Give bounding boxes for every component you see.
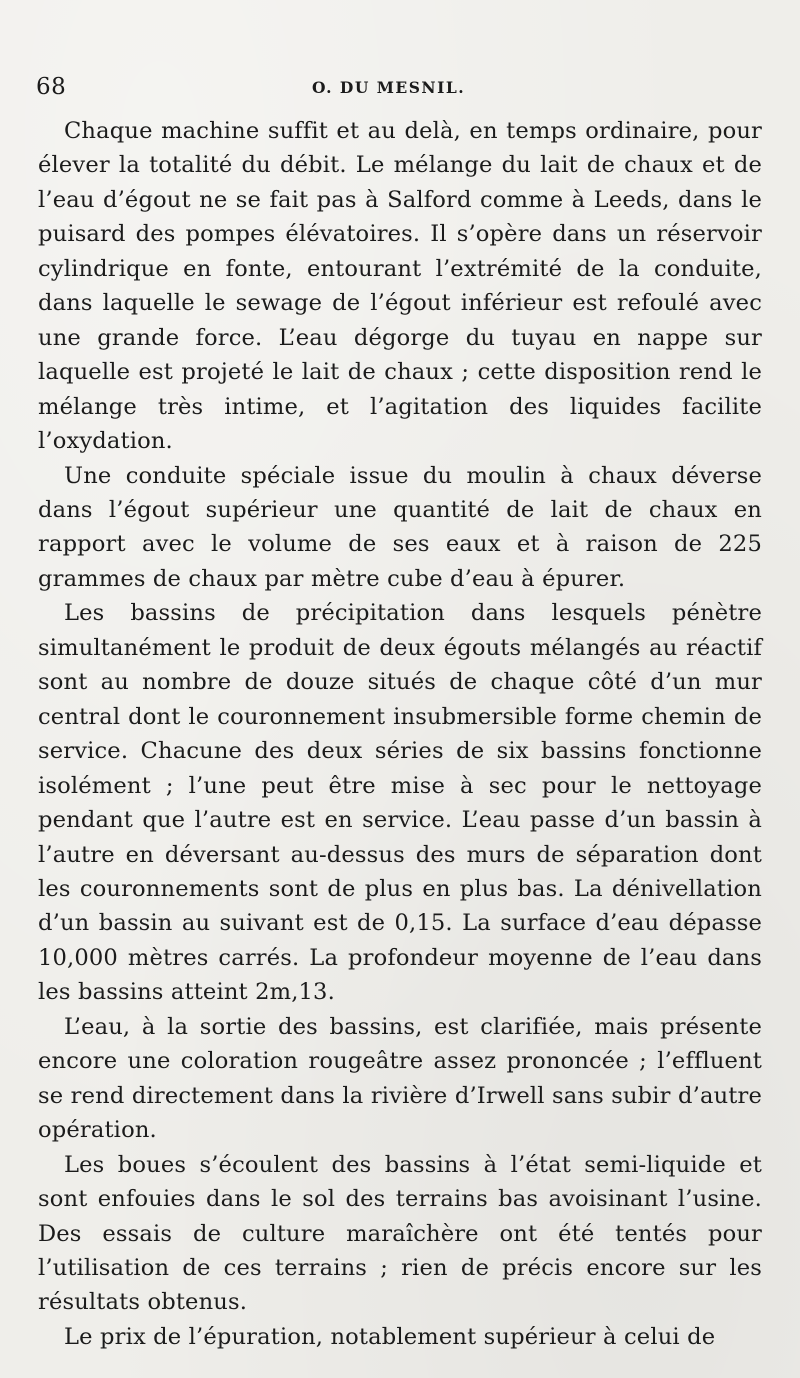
paragraph: Les bassins de précipitation dans lesquels pénètre simultanément le produit de deux égouts mélangés au réactif sont au nombre de douze situés de chaque côté d’un mur central dont le couronnement insubmersible forme chemin de service. Chacune des deux séries de six bassins fonctionne isolément ; l’une peut être mise à sec pour le nettoyage pendant que l’autre est en service. L’eau passe d’un bassin à l’autre en déversant au-dessus des murs de séparation dont les couronnements sont de plus en plus bas. La dénivellation d’un bassin au suivant est de 0,15. La surface d’eau dépasse 10,000 mètres carrés. La profondeur moyenne de l’eau dans les bassins atteint 2m,13. [38, 600, 762, 1006]
paragraph: Le prix de l’épuration, notablement supérieur à celui de [64, 1323, 716, 1350]
running-title: O. DU MESNIL. [312, 78, 466, 97]
page-number: 68 [36, 74, 67, 100]
running-head [36, 74, 764, 104]
paragraph: Chaque machine suffit et au delà, en temps ordinaire, pour élever la totalité du débit. Le mélange du lait de chaux et de l’eau d’égout ne se fait pas à Salford comme à Leeds, dans le puisard des pompes élévatoires. Il s’opère dans un réservoir cylindrique en fonte, entourant l’extrémité de la conduite, dans laquelle le sewage de l’égout inférieur est refoulé avec une grande force. L’eau dégorge du tuyau en nappe sur laquelle est projeté le lait de chaux ; cette disposition rend le mélange très intime, et l’agitation des liquides facilite l’oxydation. [38, 118, 762, 455]
body-text [38, 114, 762, 1354]
paragraph: Les boues s’écoulent des bassins à l’état semi-liquide et sont enfouies dans le sol des terrains bas avoisinant l’usine. Des essais de culture maraîchère ont été tentés pour l’utilisation de ces terrains ; rien de précis encore sur les résultats obtenus. [38, 1151, 762, 1316]
paragraph: L’eau, à la sortie des bassins, est clarifiée, mais présente encore une coloration rougeâtre assez prononcée ; l’effluent se rend directement dans la rivière d’Irwell sans subir d’autre opération. [38, 1013, 762, 1144]
paragraph: Une conduite spéciale issue du moulin à chaux déverse dans l’égout supérieur une quantité de lait de chaux en rapport avec le volume de ses eaux et à raison de 225 grammes de chaux par mètre cube d’eau à épurer. [38, 462, 762, 592]
